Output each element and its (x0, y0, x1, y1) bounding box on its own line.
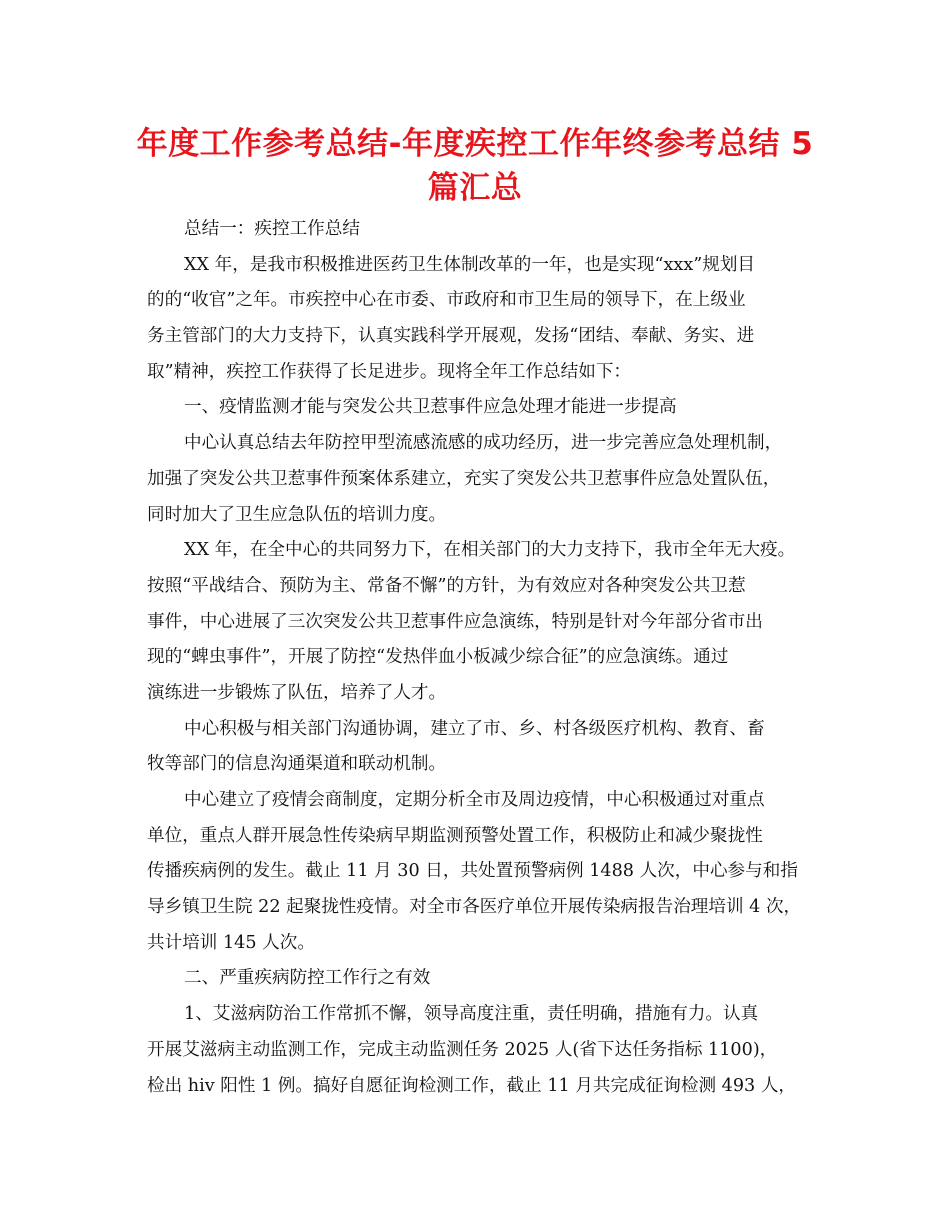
body-line: 中心建立了疫情会商制度，定期分析全市及周边疫情，中心积极通过对重点 (184, 790, 765, 810)
title-line-1: 年度工作参考总结-年度疾控工作年终参考总结 5 (136, 126, 814, 162)
title-line-2: 篇汇总 (427, 170, 523, 206)
body-line: XX 年，是我市积极推进医药卫生体制改革的一年，也是实现“xxx”规划目 (184, 254, 756, 275)
body-line: 总结一：疾控工作总结 (184, 219, 360, 239)
body-line: XX 年，在全中心的共同努力下，在相关部门的大力支持下，我市全年无大疫。 (184, 540, 796, 561)
body-line: 牧等部门的信息沟通渠道和联动机制。 (147, 754, 447, 775)
body-line: 二、严重疾病防控工作行之有效 (184, 968, 431, 989)
body-line: 一、疫情监测才能与突发公共卫惹事件应急处理才能进一步提高 (184, 397, 677, 418)
body-line: 取”精神，疾控工作获得了长足进步。现将全年工作总结如下： (147, 361, 632, 382)
body-line: 开展艾滋病主动监测工作，完成主动监测任务 2025 人(省下达任务指标 1100)， (147, 1039, 778, 1060)
body-line: 的的“收官”之年。市疾控中心在市委、市政府和市卫生局的领导下，在上级业 (147, 290, 746, 311)
document-body (147, 212, 807, 1104)
body-line: 事件，中心进展了三次突发公共卫惹事件应急演练，特别是针对今年部分省市出 (147, 611, 763, 632)
body-line: 传播疾病例的发生。截止 11 月 30 日，共处置预警病例 1488 人次，中心参与和指 (147, 861, 798, 882)
body-line: 务主管部门的大力支持下，认真实践科学开展观，发扬“团结、奉献、务实、进 (147, 326, 755, 347)
body-line: 中心认真总结去年防控甲型流感流感的成功经历，进一步完善应急处理机制， (184, 433, 783, 454)
body-line: 1、艾滋病防治工作常抓不懈，领导高度注重，责任明确，措施有力。认真 (184, 1004, 759, 1025)
body-line: 同时加大了卫生应急队伍的培训力度。 (147, 504, 447, 525)
body-line: 加强了突发公共卫惹事件预案体系建立，充实了突发公共卫惹事件应急处置队伍， (147, 468, 781, 489)
body-line: 共计培训 145 人次。 (147, 932, 315, 953)
document-title (100, 122, 850, 210)
body-line: 中心积极与相关部门沟通协调，建立了市、乡、村各级医疗机构、教育、畜 (184, 718, 765, 739)
body-line: 检出 hiv 阳性 1 例。搞好自愿征询检测工作，截止 11 月共完成征询检测 493 人， (147, 1075, 797, 1096)
body-line: 按照“平战结合、预防为主、常备不懈”的方针，为有效应对各种突发公共卫惹 (147, 575, 746, 596)
body-line: 现的“蜱虫事件”，开展了防控“发热伴血小板减少综合征”的应急演练。通过 (147, 647, 729, 668)
body-line: 单位，重点人群开展急性传染病早期监测预警处置工作，积极防止和减少聚拢性 (147, 825, 763, 846)
body-line: 导乡镇卫生院 22 起聚拢性疫情。对全市各医疗单位开展传染病报告治理培训 4 次， (147, 897, 802, 918)
body-line: 演练进一步锻炼了队伍，培养了人才。 (147, 682, 447, 703)
